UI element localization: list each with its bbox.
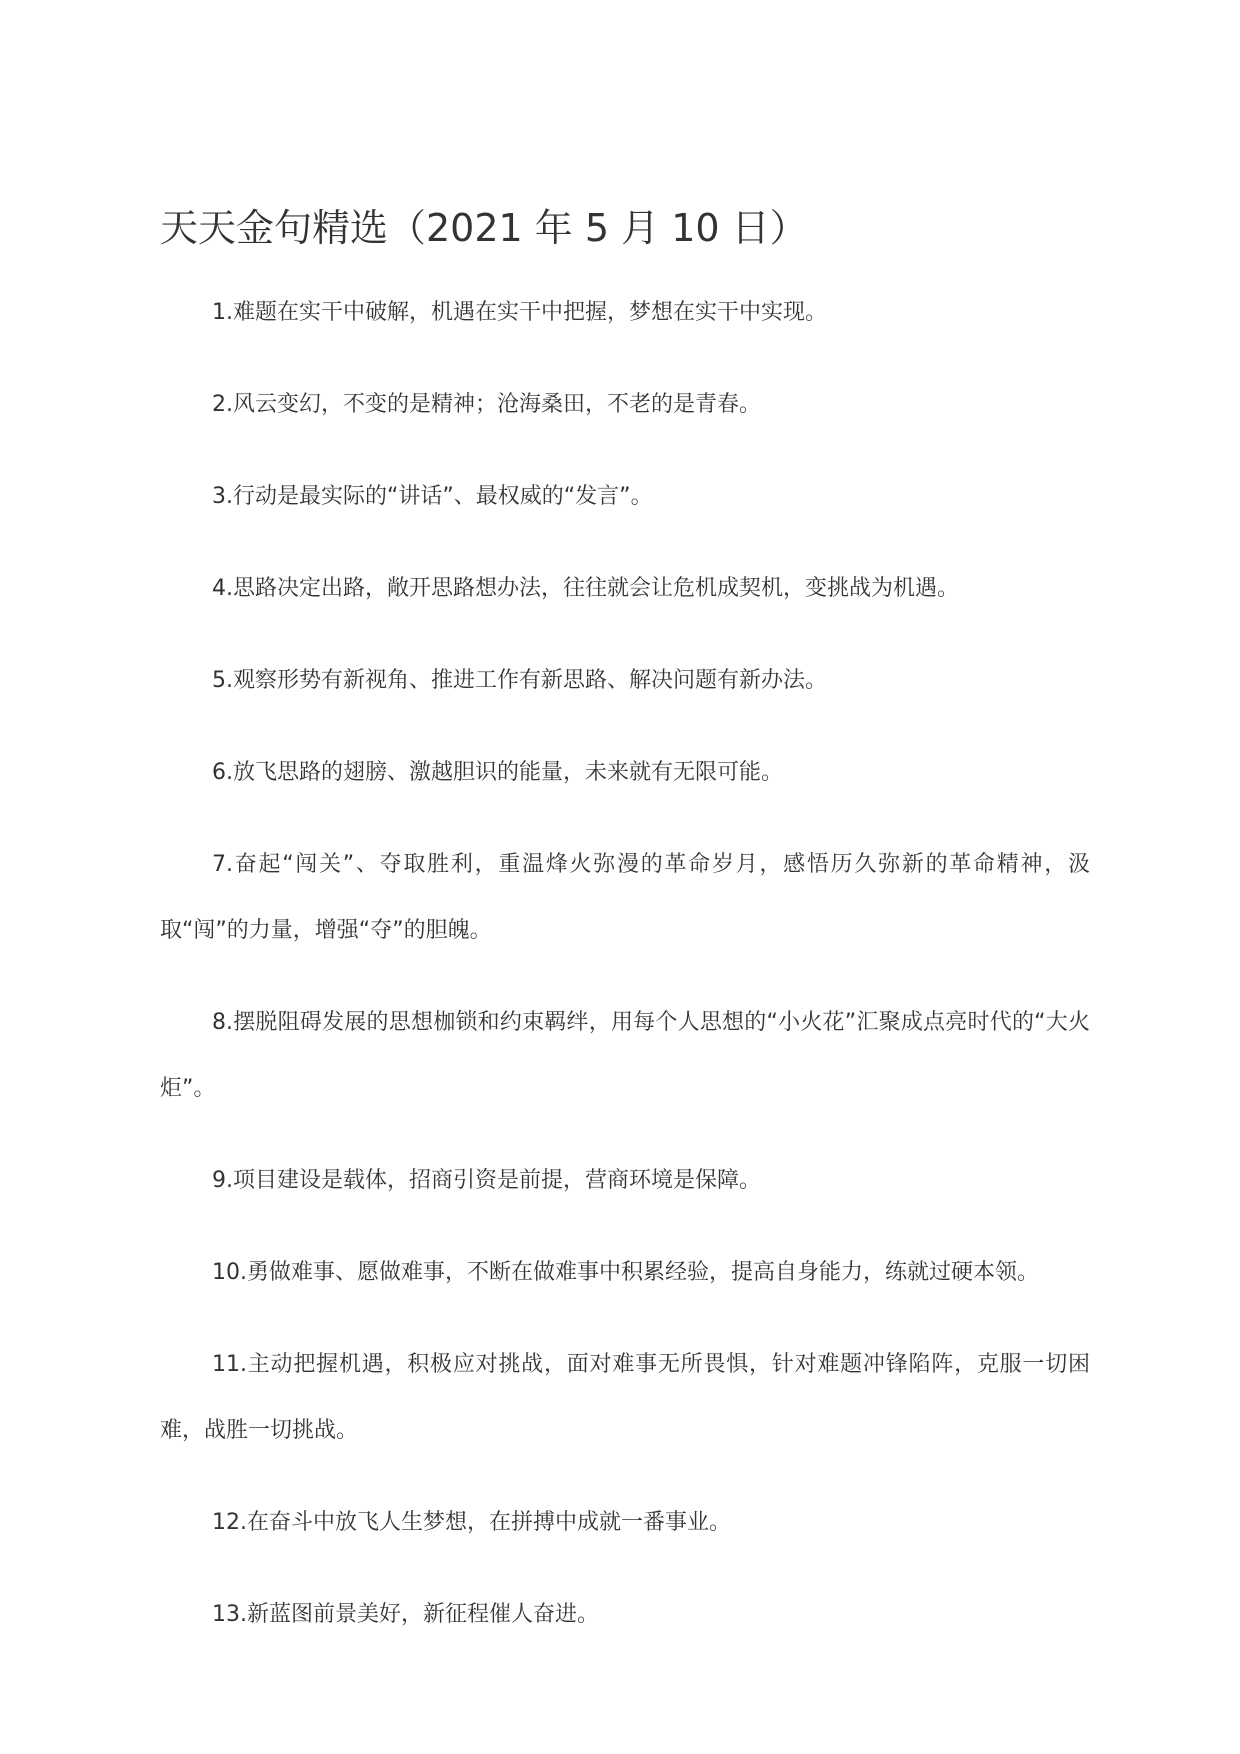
quote-item: 2.风云变幻，不变的是精神；沧海桑田，不老的是青春。 xyxy=(212,392,761,417)
quote-item: 1.难题在实干中破解，机遇在实干中把握，梦想在实干中实现。 xyxy=(212,300,827,325)
quote-item: 13.新蓝图前景美好，新征程催人奋进。 xyxy=(212,1602,599,1627)
quote-item: 5.观察形势有新视角、推进工作有新思路、解决问题有新办法。 xyxy=(212,668,827,693)
quote-item: 3.行动是最实际的“讲话”、最权威的“发言”。 xyxy=(212,484,653,509)
quote-item: 10.勇做难事、愿做难事，不断在做难事中积累经验，提高自身能力，练就过硬本领。 xyxy=(212,1260,1039,1285)
quote-item: 9.项目建设是载体，招商引资是前提，营商环境是保障。 xyxy=(212,1168,761,1193)
quote-item: 8.摆脱阻碍发展的思想枷锁和约束羁绊，用每个人思想的“小火花”汇聚成点亮时代的“大火炬”。 xyxy=(160,1010,1090,1101)
quote-item: 4.思路决定出路，敞开思路想办法，往往就会让危机成契机，变挑战为机遇。 xyxy=(212,576,959,601)
quote-item: 6.放飞思路的翅膀、激越胆识的能量，未来就有无限可能。 xyxy=(212,760,783,785)
quote-item: 12.在奋斗中放飞人生梦想，在拼搏中成就一番事业。 xyxy=(212,1510,731,1535)
page-title: 天天金句精选（2021 年 5 月 10 日） xyxy=(160,206,808,250)
quote-item: 11.主动把握机遇，积极应对挑战，面对难事无所畏惧，针对难题冲锋陷阵，克服一切困难，战胜一切挑战。 xyxy=(160,1352,1090,1443)
quote-list xyxy=(160,280,1090,1674)
quote-item: 7.奋起“闯关”、夺取胜利，重温烽火弥漫的革命岁月，感悟历久弥新的革命精神，汲取“闯”的力量，增强“夺”的胆魄。 xyxy=(160,852,1090,943)
